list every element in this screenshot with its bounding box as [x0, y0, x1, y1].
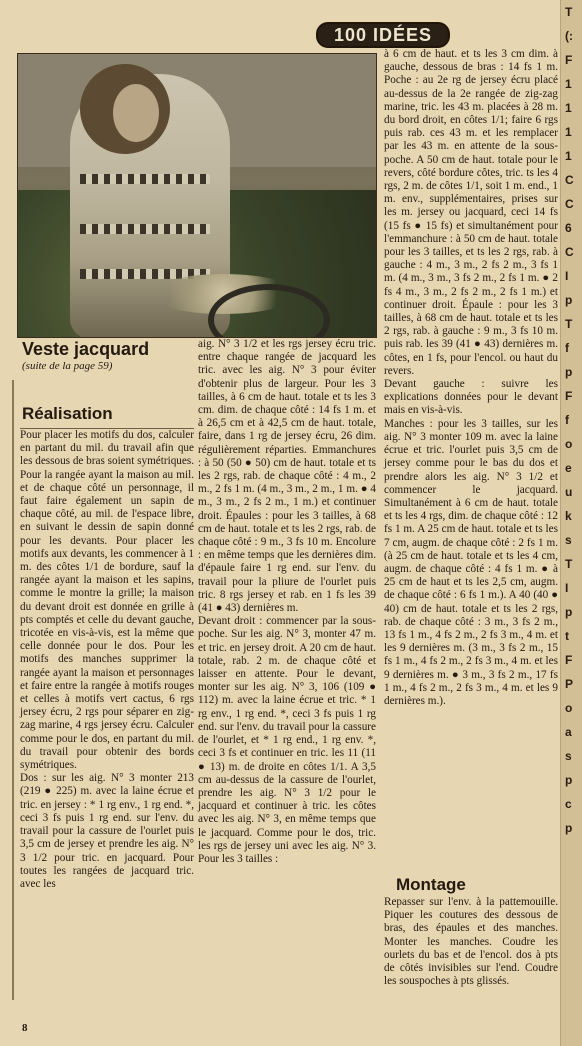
caption-subtitle: (suite de la page 59) [22, 360, 113, 372]
realisation-heading: Réalisation [22, 404, 113, 423]
adjacent-page-letter: I [565, 581, 569, 595]
body-column-1: Pour placer les motifs du dos, calculer en partant du mil. du travail afin que les dessous de bras soient symétriques. Pour la rangée ayant la maison au mil. et de chaque côté un personnage, il faut faire également un sapin de chaque côté, au mil. de l'espace libre, en suivant le dessin de sapin donné pour les devants. Pour placer les motifs aux devants, les commencer à 1 m. des côtes 1/1 de bordure, sauf la rangée ayant la maison et les sapins, comme le montre la grille; la maison du devant droit est donnée en grille à pts comptés et celle du devant gauche, tricotée en vis-à-vis, est la même que celle donnée pour le dos. Pour les motifs des manches supprimer la rangée ayant la maison et personnages et faire entre la rangée à motifs rouges et celles à motifs vert cactus, 6 rgs jersey écru, 2 rgs pour séparer en zig-zag marine, 4 rgs jersey écru. Calculer comme pour le dos, en partant du mil. du travail pour obtenir des bords symétriques. Dos : sur les aig. N° 3 monter 213 (219 ● 225) m. avec la laine écrue et tric. en jersey : * 1 rg env., 1 rg end. *, ceci 3 fs puis 1 rg end. sur l'env. du travail pour la cassure de l'ourlet puis 3,5 cm de jersey et prendre les aig. N° 3 1/2 pour tric. en jacquard. Pour toutes les rangées de jacquard tric. avec les [20, 428, 194, 1029]
section-header-text: 100 IDÉES [333, 24, 433, 45]
column-rule [12, 380, 14, 1000]
adjacent-page-letter: 1 [565, 77, 572, 91]
adjacent-page-letter: 6 [565, 221, 572, 235]
adjacent-page-letter: T [565, 5, 573, 19]
section-header-badge [316, 22, 450, 48]
adjacent-page-letter: P [565, 677, 574, 691]
adjacent-page-letter: k [565, 509, 572, 523]
adjacent-page-letter: f [565, 341, 569, 355]
adjacent-page-letter: e [565, 461, 572, 475]
adjacent-page-letter: p [565, 365, 573, 379]
body-column-2: aig. N° 3 1/2 et les rgs jersey écru tric. entre chaque rangée de jacquard les tric. avec les aig. N° 3 pour éviter d'obtenir plus de largeur. Pour les 3 tailles, à 6 cm de haut. totale et ts les 3 cm. dim. de chaque côté : 14 fs 1 m. et à 26,5 cm et à 42,5 cm de haut. totale, faire, dans 1 rg de jersey écru, 26 dim. régulièrement réparties. Emmanchures : à 50 (50 ● 50) cm de haut. totale et ts les 2 rgs, rab. de chaque côté : 4 m., 2 m., 2 fs 1 m. (4 m., 3 m., 2 m., 1 m. ● 4 m., 3 m., 2 fs 2 m., 1 m.) et continuer droit. Épaules : pour les 3 tailles, à 68 cm de haut. totale et ts les 2 rgs, rab. de chaque côté : 9 m., 3 fs 10 m. Encolure : en même temps que les dernières dim. d'épaule faire 1 rg end. sur l'env. du travail pour la pliure de l'ourlet puis tric. 8 rgs jersey et rab. en 1 fs les 39 (41 ● 43) dernières m. Devant droit : commencer par la sous-poche. Sur les aig. N° 3, monter 47 m. et tric. en jersey droit. A 20 cm de haut. totale, rab. 2 m. de chaque côté et laisser en attente. Pour le devant, monter sur les aig. N° 3, 106 (109 ● 112) m. avec la laine écrue et tric. * 1 rg env., 1 rg end. *, ceci 3 fs puis 1 rg end. sur l'env. du travail pour la cassure de l'ourlet, et * 1 rg end., 1 rg env. *, ceci 3 fs et continuer en tric. les 11 (11 ● 13) m. de droite en côtes 1/1. A 3,5 cm au-dessus de la cassure de l'ourlet, prendre les aig. N° 3 1/2 pour le jacquard et continuer à tric. les côtes avec les aig. N° 3, en même temps que le jacquard. Comme pour le dos, tric. les rgs de jersey uni avec les aig. N° 3. Pour les 3 tailles : [198, 338, 376, 865]
jacquard-pattern-band [80, 224, 210, 234]
adjacent-page-letter: 1 [565, 101, 572, 115]
adjacent-page-letter: p [565, 605, 573, 619]
adjacent-page-letter: p [565, 293, 573, 307]
adjacent-page-letter: T [565, 317, 573, 331]
adjacent-page-letter: c [565, 797, 572, 811]
adjacent-page-letter: T [565, 557, 573, 571]
adjacent-page-letter: s [565, 533, 572, 547]
adjacent-page-letter: f [565, 413, 569, 427]
adjacent-page-letter: C [565, 173, 574, 187]
adjacent-page-letter: C [565, 197, 574, 211]
garment-photo [17, 53, 377, 338]
page-number: 8 [22, 1022, 28, 1034]
adjacent-page-letter: u [565, 485, 573, 499]
adjacent-page-letter: 1 [565, 149, 572, 163]
montage-heading: Montage [396, 875, 466, 894]
body-column-3: à 6 cm de haut. et ts les 3 cm dim. à gauche, dessous de bras : 14 fs 1 m. Poche : au 2e rg de jersey écru placé au-dessus de la 2e rangée de zig-zag marine, tric. les 43 m. placées à 28 m. du bord droit, en côtes 1/1; faire 6 rgs puis rab. ces 43 m. et les remplacer par les 43 m. en attente de la sous-poche. A 50 cm de haut. totale pour le revers, côté bordure côtes, tric. ts les 4 rgs, 2 m. de côtes 1/1, soit 1 m. end., 1 m. env., supplémentaires, prises sur les m. jersey ou jacquard, ceci 14 fs (15 fs ● 15 fs) et simultanément pour l'emmanchure : à 50 cm de haut. totale pour les 3 tailles, et ts les 2 rgs, rab. à gauche : 4 m., 3 m., 2 fs 2 m., 3 fs 1 m. (4 m., 3 m., 3 fs 2 m., 2 fs 1 m. ● 2 fs 4 m., 3 m., 2 fs 2 m., 2 fs 1 m.) et continuer droit. Épaule : pour les 3 tailles, à 68 cm de haut. totale et ts les 2 rgs, rab. à gauche : 9 m., 3 fs 10 m. puis rab. les 39 (41 ● 43) dernières m. côtes, en 1 fs, pour l'encol. ou haut du revers. Devant gauche : suivre les explications données pour le devant mais en vis-à-vis. Manches : pour les 3 tailles, sur les aig. N° 3 monter 109 m. avec la laine écrue et tric. l'ourlet puis 3,5 cm de jersey comme pour le bas du dos et prendre alors les aig. N° 3 1/2 et commencer le jacquard. Simultanément à 6 cm de haut. totale et ts les 4 rgs, dim. de chaque côté : 12 fs 1 m. A 25 cm de haut. totale et ts les 7 cm, augm. de chaque côté : 2 fs 1 m. (à 25 cm de haut. totale et ts les 4 cm, augm. de chaque côté : 4 fs 1 m. ● à 25 cm de haut et ts les 2,5 cm, augm. de chaque côté : 6 fs 1 m.). A 40 (40 ● 40) cm de haut. totale et ts les 2 rgs, rab. de chaque côté : 3 m., 3 fs 2 m., 13 fs 1 m., 4 fs 2 m., 2 fs 3 m., 4 m. et les 9 dernières m. (3 m., 3 fs 2 m., 15 fs 1 m., 4 fs 2 m., 2 fs 3 m., 4 m. et les 9 dernières m. ● 3 m., 3 fs 2 m., 17 fs 1 m., 4 fs 2 m., 2 fs 3 m., 4 m. et les 9 dernières m.). [384, 48, 558, 707]
adjacent-page-letter: o [565, 437, 573, 451]
montage-text: Repasser sur l'env. à la pattemouille. Piquer les coutures des dessous de bras, des épaules et des manches. Monter les manches. Coudre les ourlets du bas et de l'encol. dos à pts de côtés invisibles sur l'end. Coudre les souspoches à pts glissés. [384, 896, 558, 988]
adjacent-page-letter: (: [565, 29, 573, 43]
adjacent-page-letter: s [565, 749, 572, 763]
adjacent-page-letter: F [565, 653, 573, 667]
jacquard-pattern-band [80, 174, 210, 184]
adjacent-page-letter: I [565, 269, 569, 283]
adjacent-page-letter: F [565, 53, 573, 67]
adjacent-page-edge [560, 0, 582, 1046]
adjacent-page-letter: o [565, 701, 573, 715]
caption-title: Veste jacquard [22, 339, 150, 359]
adjacent-page-letter: p [565, 773, 573, 787]
adjacent-page-letter: a [565, 725, 572, 739]
adjacent-page-letter: C [565, 245, 574, 259]
adjacent-page-letter: 1 [565, 125, 572, 139]
adjacent-page-letter: t [565, 629, 569, 643]
adjacent-page-letter: F [565, 389, 573, 403]
adjacent-page-letter: p [565, 821, 573, 835]
